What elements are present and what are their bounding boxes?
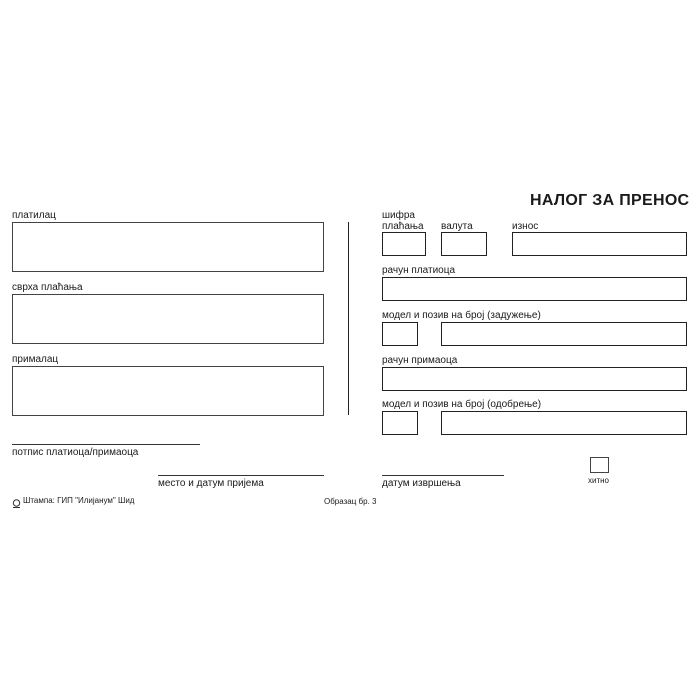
place-date-label: место и датум пријема bbox=[158, 478, 264, 489]
urgent-label: хитно bbox=[588, 476, 609, 485]
execution-date-line[interactable] bbox=[382, 475, 504, 476]
currency-label: валута bbox=[441, 221, 473, 232]
place-date-line[interactable] bbox=[158, 475, 324, 476]
payer-account-field[interactable] bbox=[382, 277, 687, 301]
signature-label: потпис платиоца/примаоца bbox=[12, 447, 139, 458]
payment-code-field[interactable] bbox=[382, 232, 426, 256]
execution-date-label: датум извршења bbox=[382, 478, 461, 489]
debit-model-field[interactable] bbox=[382, 322, 418, 346]
debit-reference-label: модел и позив на број (задужење) bbox=[382, 310, 541, 321]
payment-code-label-2: плаћања bbox=[382, 221, 424, 232]
credit-reference-field[interactable] bbox=[441, 411, 687, 435]
recipient-account-label: рачун примаоца bbox=[382, 355, 458, 366]
credit-model-field[interactable] bbox=[382, 411, 418, 435]
signature-line[interactable] bbox=[12, 444, 200, 445]
recipient-label: прималац bbox=[12, 354, 59, 365]
amount-field[interactable] bbox=[512, 232, 687, 256]
payer-label: платилац bbox=[12, 210, 56, 221]
section-divider bbox=[348, 222, 349, 415]
debit-reference-field[interactable] bbox=[441, 322, 687, 346]
currency-field[interactable] bbox=[441, 232, 487, 256]
printer-credit: Штампа: ГИП "Илијанум" Шид bbox=[23, 496, 135, 505]
purpose-label: сврха плаћања bbox=[12, 282, 83, 293]
printer-icon bbox=[12, 495, 21, 504]
amount-label: износ bbox=[512, 221, 539, 232]
payment-code-label-1: шифра bbox=[382, 210, 415, 221]
purpose-field[interactable] bbox=[12, 294, 324, 344]
urgent-checkbox[interactable] bbox=[590, 457, 609, 473]
payer-account-label: рачун платиоца bbox=[382, 265, 456, 276]
payer-field[interactable] bbox=[12, 222, 324, 272]
form-number: Образац бр. 3 bbox=[324, 497, 377, 506]
recipient-field[interactable] bbox=[12, 366, 324, 416]
credit-reference-label: модел и позив на број (одобрење) bbox=[382, 399, 542, 410]
recipient-account-field[interactable] bbox=[382, 367, 687, 391]
form-title: НАЛОГ ЗА ПРЕНОС bbox=[530, 192, 690, 209]
